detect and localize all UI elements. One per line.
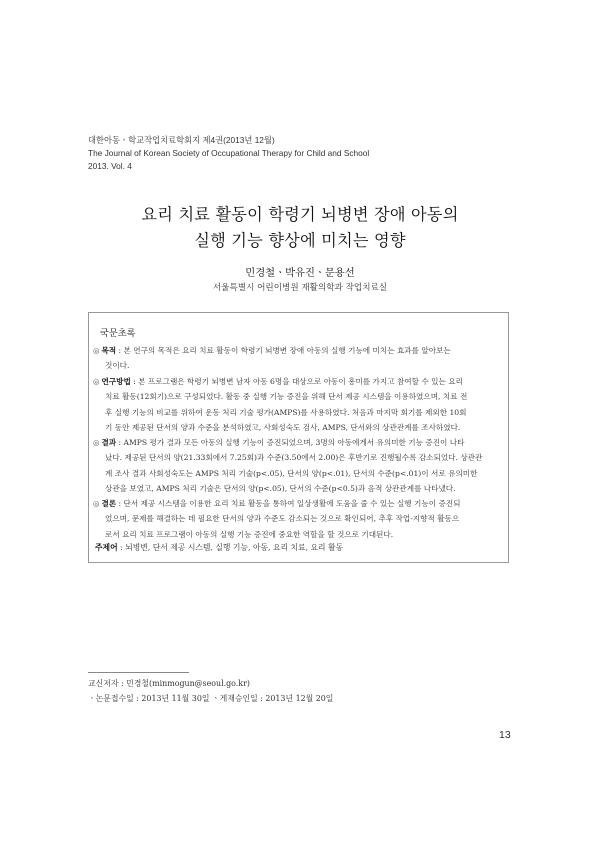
paper-title bbox=[0, 202, 600, 254]
footnote-divider bbox=[88, 672, 189, 673]
abstract-box bbox=[88, 312, 509, 563]
abstract-methods bbox=[93, 374, 497, 436]
abstract-conclusion bbox=[93, 496, 497, 542]
paper-title-line-1: 요리 치료 활동이 학령기 뇌병변 장애 아동의 bbox=[141, 205, 459, 224]
submission-dates: ㆍ논문접수일 : 2013년 11월 30일 ㆍ게재승인일 : 2013년 12월 20일 bbox=[88, 693, 334, 703]
results-label: 결과 bbox=[101, 438, 117, 447]
results-text-4: 상관을 보였고, AMPS 처리 기술은 단서의 양(p<.05), 단서의 수준(p<0.5)과 음적 상관관계를 나타냈다. bbox=[105, 484, 456, 494]
purpose-text-2: 것이다. bbox=[105, 361, 130, 371]
conclusion-text-3: 로서 요리 치료 프로그램이 아동의 실행 기능 증진에 중요한 역할을 할 것으로 기대된다. bbox=[105, 529, 394, 539]
journal-header bbox=[88, 134, 369, 173]
affiliation: 서울특별시 어린이병원 재활의학과 작업치료실 bbox=[212, 283, 388, 293]
journal-name-english: The Journal of Korean Society of Occupational Therapy for Child and School bbox=[88, 148, 370, 158]
footnote bbox=[88, 677, 333, 706]
methods-text-3: 후 실행 기능의 비교를 위하여 운동 처리 기술 평가(AMPS)를 사용하였다. 처음과 마지막 회기를 제외한 10회 bbox=[105, 407, 467, 417]
results-text-3: 계 조사 결과 사회성숙도는 AMPS 처리 기술(p<.05), 단서의 양(p<.01), 단서의 수준(p<.01)이 서로 유의미한 bbox=[105, 468, 478, 478]
methods-text-2: 치료 활동(12회기)으로 구성되었다. 활동 중 실행 기능 증진을 위해 단서 제공 시스템을 이용하였으며, 치료 전 bbox=[105, 392, 468, 402]
purpose-text-1: : 본 연구의 목적은 요리 치료 활동이 학령기 뇌병변 장애 아동의 실행 기능에 미치는 효과를 알아보는 bbox=[116, 346, 451, 355]
results-text-2: 났다. 제공된 단서의 양(21.33회에서 7.25회)과 수준(3.50에서 2.00)은 후반기로 진행될수록 감소되었다. 상관관 bbox=[105, 453, 483, 463]
bullet-icon: ◎ bbox=[93, 377, 100, 386]
conclusion-text-1: : 단서 제공 시스템을 이용한 요리 치료 활동을 통하여 일상생활에 도움을 줄 수 있는 실행 기능이 증진되 bbox=[116, 499, 461, 508]
corresponding-author-label: 교신저자 bbox=[88, 679, 119, 688]
keywords-label: 주제어 bbox=[95, 543, 118, 552]
methods-text-1: : 본 프로그램은 학령기 뇌병변 남자 아동 6명을 대상으로 아동이 흥미를 가지고 참여할 수 있는 요리 bbox=[130, 377, 463, 386]
journal-volume: 2013. Vol. 4 bbox=[88, 161, 132, 171]
bullet-icon: ◎ bbox=[93, 499, 100, 508]
abstract-results bbox=[93, 435, 497, 497]
results-text-1: : AMPS 평가 결과 모든 아동의 실행 기능이 증진되었으며, 3명의 아동에게서 유의미한 기능 증진이 나타 bbox=[116, 438, 465, 447]
bullet-icon: ◎ bbox=[93, 346, 100, 355]
journal-name-korean: 대한아동ㆍ학교작업치료학회지 제4권(2013년 12월) bbox=[88, 135, 275, 145]
purpose-label: 목적 bbox=[101, 346, 117, 355]
abstract-purpose bbox=[93, 343, 497, 374]
methods-label: 연구방법 bbox=[101, 377, 131, 386]
authors: 민경철ㆍ박유진ㆍ문용선 bbox=[245, 267, 355, 279]
page-number: 13 bbox=[499, 729, 511, 741]
conclusion-text-2: 었으며, 문제를 해결하는 데 필요한 단서의 양과 수준도 감소되는 것으로 확인되어, 추후 작업-지향적 활동으 bbox=[105, 514, 460, 524]
paper-title-line-2: 실행 기능 향상에 미치는 영향 bbox=[194, 231, 406, 250]
abstract-heading: 국문초록 bbox=[100, 328, 136, 339]
abstract-keywords bbox=[95, 542, 343, 553]
bullet-icon: ◎ bbox=[93, 438, 100, 447]
keywords-text: : 뇌병변, 단서 제공 시스템, 실행 기능, 아동, 요리 치료, 요리 활동 bbox=[117, 543, 344, 552]
conclusion-label: 결론 bbox=[101, 499, 117, 508]
corresponding-author-email: : 민경철(minmogun@seoul.go.kr) bbox=[118, 679, 250, 688]
methods-text-4: 기 동안 제공된 단서의 양과 수준을 분석하였고, 사회성숙도 검사, AMPS, 단서와의 상관관계를 조사하였다. bbox=[105, 423, 461, 433]
